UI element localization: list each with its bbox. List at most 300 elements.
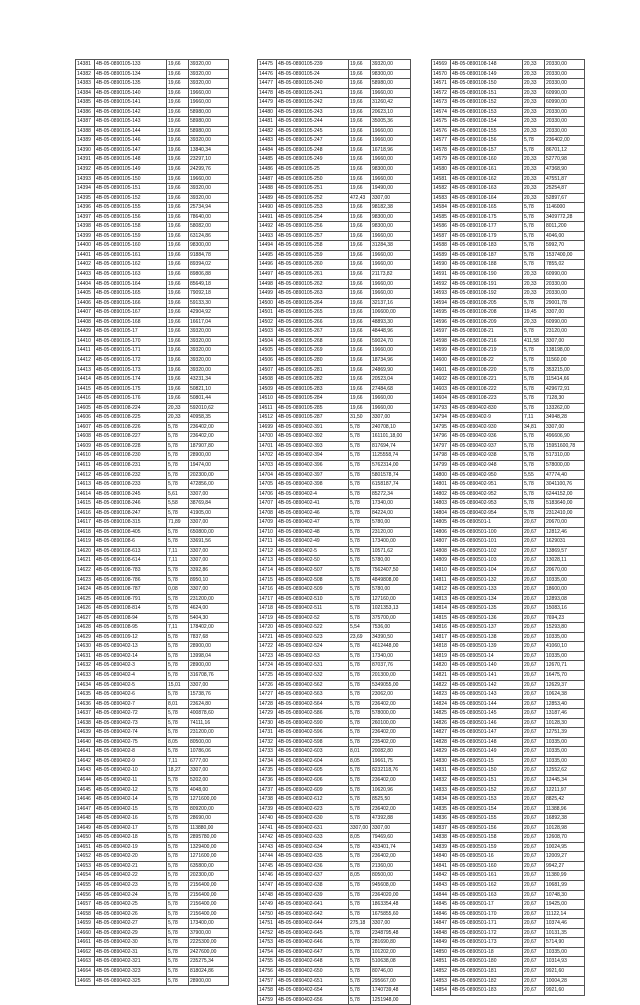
- table-row: [76, 117, 229, 127]
- table-row: [258, 890, 411, 900]
- item-code-cell: 4B-05-0890108-247: [95, 508, 167, 518]
- rate-cell: 31,50: [349, 413, 371, 423]
- rate-cell: 5,78: [349, 642, 371, 652]
- amount-cell: 236402,00: [371, 804, 411, 814]
- item-code-cell: 4B-05-0890108-225: [95, 413, 167, 423]
- rate-cell: 20,33: [523, 155, 545, 165]
- row-number-cell: 14584: [432, 203, 451, 213]
- table-row: [76, 384, 229, 394]
- table-row: [432, 947, 585, 957]
- rate-cell: 5,78: [167, 890, 189, 900]
- table-row: [258, 680, 411, 690]
- table-row: [432, 460, 585, 470]
- amount-cell: 31284,38: [371, 241, 411, 251]
- table-row: [76, 613, 229, 623]
- row-number-cell: 14606: [76, 413, 95, 423]
- table-row: [258, 432, 411, 442]
- table-row: [76, 298, 229, 308]
- table-row: [432, 766, 585, 776]
- table-row: [76, 852, 229, 862]
- amount-cell: 50801,44: [189, 394, 229, 404]
- table-row: [432, 976, 585, 986]
- item-code-cell: 4B-05-0890501-18: [451, 947, 523, 957]
- item-code-cell: 4B-05-0890108-161: [451, 165, 523, 175]
- item-code-cell: 4B-05-0890402-644: [277, 919, 349, 929]
- rate-cell: 20,33: [523, 165, 545, 175]
- row-number-cell: 14847: [432, 919, 451, 929]
- row-number-cell: 14633: [76, 671, 95, 681]
- row-number-cell: 14591: [432, 270, 451, 280]
- amount-cell: 5992,70: [545, 241, 585, 251]
- item-code-cell: 4B-05-0890108-154: [451, 117, 523, 127]
- item-code-cell: 4B-05-0890402-522: [277, 623, 349, 633]
- amount-cell: 10335,00: [545, 632, 585, 642]
- item-code-cell: 4B-05-0890402-586: [277, 709, 349, 719]
- amount-cell: 236402,00: [189, 432, 229, 442]
- item-code-cell: 4B-05-0890501-1: [451, 518, 523, 528]
- rate-cell: 20,33: [523, 289, 545, 299]
- rate-cell: 20,33: [523, 317, 545, 327]
- rate-cell: 5,78: [523, 489, 545, 499]
- table-row: [258, 986, 411, 996]
- amount-cell: 59133,30: [189, 298, 229, 308]
- amount-cell: 38769,84: [189, 499, 229, 509]
- item-code-cell: 4B-05-0890402-29: [95, 928, 167, 938]
- amount-cell: 173400,00: [189, 919, 229, 929]
- item-code-cell: 4B-05-0890105-241: [277, 88, 349, 98]
- row-number-cell: 14581: [432, 174, 451, 184]
- table-row: [432, 690, 585, 700]
- amount-cell: 15293,80: [545, 623, 585, 633]
- rate-cell: 5,78: [167, 852, 189, 862]
- item-code-cell: 4B-05-0890402-53: [277, 651, 349, 661]
- table-row: [76, 804, 229, 814]
- rate-cell: 19,66: [349, 107, 371, 117]
- table-row: [258, 279, 411, 289]
- amount-cell: 5349055,00: [371, 680, 411, 690]
- table-row: [258, 623, 411, 633]
- rate-cell: 20,67: [523, 938, 545, 948]
- row-number-cell: 14399: [76, 231, 95, 241]
- table-row: [258, 270, 411, 280]
- rate-cell: 20,33: [523, 107, 545, 117]
- amount-cell: 10131,35: [545, 928, 585, 938]
- rate-cell: 19,66: [167, 174, 189, 184]
- rate-cell: 5,78: [167, 642, 189, 652]
- rate-cell: 5,78: [167, 776, 189, 786]
- item-code-cell: 4B-05-0890105-240: [277, 79, 349, 89]
- amount-cell: 517310,00: [545, 451, 585, 461]
- item-code-cell: 4B-05-0890402-510: [277, 594, 349, 604]
- table-row: [432, 814, 585, 824]
- item-code-cell: 4B-05-0890402-612: [277, 795, 349, 805]
- amount-cell: 202300,00: [189, 871, 229, 881]
- item-code-cell: 4B-05-0890402-394: [277, 451, 349, 461]
- rate-cell: 5,78: [167, 804, 189, 814]
- rate-cell: 19,66: [349, 384, 371, 394]
- row-number-cell: 14805: [432, 518, 451, 528]
- rate-cell: 5,78: [349, 470, 371, 480]
- row-number-cell: 14483: [258, 136, 277, 146]
- amount-cell: 650800,00: [189, 527, 229, 537]
- amount-cell: 375700,00: [371, 613, 411, 623]
- item-code-cell: 4B-05-0890108-149: [451, 69, 523, 79]
- rate-cell: 19,66: [349, 317, 371, 327]
- item-code-cell: 4B-05-0890402-606: [277, 776, 349, 786]
- rate-cell: 20,33: [523, 117, 545, 127]
- rate-cell: 5,78: [167, 881, 189, 891]
- rate-cell: 19,66: [167, 79, 189, 89]
- item-code-cell: 4B-05-0890108-223: [451, 394, 523, 404]
- amount-cell: 201300,00: [371, 671, 411, 681]
- row-number-cell: 14723: [258, 651, 277, 661]
- item-code-cell: 4B-05-0890402-5: [95, 680, 167, 690]
- rate-cell: 20,67: [523, 833, 545, 843]
- rate-cell: 20,67: [523, 747, 545, 757]
- rate-cell: 5,78: [167, 814, 189, 824]
- rate-cell: 5,78: [349, 499, 371, 509]
- row-number-cell: 14486: [258, 165, 277, 175]
- item-code-cell: 4B-05-0890402-509: [277, 585, 349, 595]
- amount-cell: 10128,30: [545, 718, 585, 728]
- rate-cell: 19,66: [167, 184, 189, 194]
- item-code-cell: 4B-05-0890501-145: [451, 709, 523, 719]
- item-code-cell: 4B-05-0890105-285: [277, 403, 349, 413]
- rate-cell: 5,78: [349, 890, 371, 900]
- rate-cell: 5,78: [167, 575, 189, 585]
- amount-cell: 7855,02: [545, 260, 585, 270]
- item-code-cell: 4B-05-0890105-259: [277, 250, 349, 260]
- row-number-cell: 14810: [432, 565, 451, 575]
- amount-cell: 5404,30: [189, 613, 229, 623]
- amount-cell: 115414,66: [545, 375, 585, 385]
- rate-cell: 5,78: [349, 604, 371, 614]
- row-number-cell: 14797: [432, 441, 451, 451]
- amount-cell: 17340,00: [371, 499, 411, 509]
- row-number-cell: 14484: [258, 145, 277, 155]
- table-row: [76, 575, 229, 585]
- amount-cell: 295667,00: [371, 976, 411, 986]
- table-row: [76, 69, 229, 79]
- table-row: [258, 852, 411, 862]
- item-code-cell: 4B-05-0890105-244: [277, 117, 349, 127]
- table-row: [258, 88, 411, 98]
- rate-cell: 5,78: [349, 556, 371, 566]
- rate-cell: 5,78: [349, 585, 371, 595]
- item-code-cell: 4B-05-0890402-72: [95, 709, 167, 719]
- rate-cell: 20,67: [523, 986, 545, 996]
- amount-cell: 101202,00: [371, 947, 411, 957]
- row-number-cell: 14576: [432, 126, 451, 136]
- row-number-cell: 14702: [258, 451, 277, 461]
- table-row: [258, 98, 411, 108]
- amount-cell: 15083,16: [545, 604, 585, 614]
- row-number-cell: 14477: [258, 79, 277, 89]
- amount-cell: 13840,34: [189, 145, 229, 155]
- table-row: [258, 556, 411, 566]
- amount-cell: 3307,00: [189, 585, 229, 595]
- item-code-cell: 4B-05-0890402-647: [277, 947, 349, 957]
- rate-cell: 5,78: [167, 938, 189, 948]
- rate-cell: 5,78: [523, 260, 545, 270]
- table-row: [258, 298, 411, 308]
- table-row: [432, 518, 585, 528]
- rate-cell: 5,78: [523, 203, 545, 213]
- rate-cell: 5,78: [349, 881, 371, 891]
- table-row: [432, 375, 585, 385]
- amount-cell: 15951600,78: [545, 441, 585, 451]
- row-number-cell: 14596: [432, 317, 451, 327]
- table-row: [76, 88, 229, 98]
- row-number-cell: 14639: [76, 728, 95, 738]
- item-code-cell: 4B-05-0890105-144: [95, 126, 167, 136]
- rate-cell: 19,66: [349, 346, 371, 356]
- amount-cell: 10681,99: [545, 881, 585, 891]
- table-row: [432, 451, 585, 461]
- item-code-cell: 4B-05-0890108-175: [451, 212, 523, 222]
- item-code-cell: 4B-05-0890108-246: [95, 499, 167, 509]
- table-row: [432, 852, 585, 862]
- item-code-cell: 4B-05-0890501-141: [451, 671, 523, 681]
- table-row: [258, 861, 411, 871]
- amount-cell: 20330,00: [545, 117, 585, 127]
- amount-cell: 353215,00: [545, 365, 585, 375]
- amount-cell: 78640,00: [189, 212, 229, 222]
- amount-cell: 1863354,48: [371, 900, 411, 910]
- amount-cell: 8825,42: [545, 795, 585, 805]
- rate-cell: 20,67: [523, 900, 545, 910]
- rate-cell: 5,78: [523, 212, 545, 222]
- table-row: [76, 976, 229, 986]
- row-number-cell: 14849: [432, 938, 451, 948]
- amount-cell: 12893,08: [545, 594, 585, 604]
- table-row: [432, 537, 585, 547]
- amount-cell: 11122,14: [545, 909, 585, 919]
- rate-cell: 5,78: [349, 986, 371, 996]
- row-number-cell: 14829: [432, 747, 451, 757]
- rate-cell: 20,67: [523, 537, 545, 547]
- amount-cell: 12751,39: [545, 728, 585, 738]
- item-code-cell: 4B-05-0890105-248: [277, 145, 349, 155]
- rate-cell: 5,58: [167, 499, 189, 509]
- item-code-cell: 4B-05-0890501-103: [451, 556, 523, 566]
- item-code-cell: 4B-05-0890105-167: [95, 308, 167, 318]
- row-number-cell: 14391: [76, 155, 95, 165]
- row-number-cell: 14494: [258, 241, 277, 251]
- item-code-cell: 4B-05-0890501-171: [451, 919, 523, 929]
- amount-cell: 86701,12: [545, 145, 585, 155]
- table-row: [432, 489, 585, 499]
- rate-cell: 5,55: [523, 470, 545, 480]
- amount-cell: 10748,30: [545, 890, 585, 900]
- rate-cell: 19,45: [523, 308, 545, 318]
- table-row: [258, 508, 411, 518]
- rate-cell: 5,78: [167, 728, 189, 738]
- row-number-cell: 14507: [258, 365, 277, 375]
- rate-cell: 5,78: [523, 231, 545, 241]
- table-row: [258, 747, 411, 757]
- table-row: [76, 756, 229, 766]
- item-code-cell: 4B-05-0890501-148: [451, 737, 523, 747]
- rate-cell: 5,78: [349, 966, 371, 976]
- table-row: [76, 881, 229, 891]
- rate-cell: 19,66: [167, 212, 189, 222]
- amount-cell: 24869,90: [371, 365, 411, 375]
- amount-cell: 20330,00: [545, 79, 585, 89]
- row-number-cell: 14408: [76, 317, 95, 327]
- amount-cell: 74111,16: [189, 718, 229, 728]
- table-row: [76, 289, 229, 299]
- amount-cell: 10314,93: [545, 957, 585, 967]
- item-code-cell: 4B-05-0890108-232: [95, 470, 167, 480]
- table-row: [432, 470, 585, 480]
- item-code-cell: 4B-05-0890402-9: [95, 756, 167, 766]
- table-row: [432, 270, 585, 280]
- row-number-cell: 14614: [76, 489, 95, 499]
- table-row: [258, 117, 411, 127]
- table-row: [432, 957, 585, 967]
- amount-cell: 29001,78: [545, 298, 585, 308]
- item-code-cell: 4B-05-0890108-151: [451, 88, 523, 98]
- item-code-cell: 4B-05-0890402-563: [277, 690, 349, 700]
- table-row: [258, 460, 411, 470]
- row-number-cell: 14629: [76, 632, 95, 642]
- amount-cell: 19660,00: [371, 136, 411, 146]
- rate-cell: 19,66: [167, 69, 189, 79]
- amount-cell: 28900,00: [189, 451, 229, 461]
- rate-cell: 5,78: [167, 833, 189, 843]
- amount-cell: 98300,00: [371, 212, 411, 222]
- row-number-cell: 14612: [76, 470, 95, 480]
- item-code-cell: 4B-05-0890105-268: [277, 336, 349, 346]
- amount-cell: 809200,00: [189, 804, 229, 814]
- table-row: [432, 718, 585, 728]
- row-number-cell: 14490: [258, 203, 277, 213]
- item-code-cell: 4B-05-0890108-6: [95, 537, 167, 547]
- table-row: [432, 575, 585, 585]
- rate-cell: 5,78: [167, 909, 189, 919]
- table-row: [76, 623, 229, 633]
- table-row: [258, 241, 411, 251]
- rate-cell: 5,78: [523, 394, 545, 404]
- amount-cell: 34948,28: [545, 413, 585, 423]
- amount-cell: 10335,00: [545, 756, 585, 766]
- rate-cell: 19,66: [167, 327, 189, 337]
- rate-cell: 20,33: [523, 60, 545, 70]
- amount-cell: 127160,00: [371, 594, 411, 604]
- amount-cell: 59024,70: [371, 336, 411, 346]
- table-row: [432, 98, 585, 108]
- row-number-cell: 14757: [258, 976, 277, 986]
- amount-cell: 58980,00: [371, 79, 411, 89]
- item-code-cell: 4B-05-0890105-266: [277, 317, 349, 327]
- rate-cell: 20,67: [523, 690, 545, 700]
- amount-cell: 98300,00: [371, 222, 411, 232]
- table-row: [76, 928, 229, 938]
- table-row: [76, 861, 229, 871]
- rate-cell: 5,78: [167, 632, 189, 642]
- table-row: [258, 384, 411, 394]
- table-row: [76, 203, 229, 213]
- table-row: [432, 508, 585, 518]
- table-row: [258, 928, 411, 938]
- rate-cell: 5,78: [349, 709, 371, 719]
- table-row: [258, 795, 411, 805]
- amount-cell: 91884,78: [189, 250, 229, 260]
- item-code-cell: 4B-05-0890108-188: [451, 260, 523, 270]
- row-number-cell: 14745: [258, 861, 277, 871]
- table-row: [76, 174, 229, 184]
- row-number-cell: 14585: [432, 212, 451, 222]
- amount-cell: 11380,99: [545, 871, 585, 881]
- amount-cell: 89394,02: [189, 260, 229, 270]
- row-number-cell: 14703: [258, 460, 277, 470]
- table-row: [432, 403, 585, 413]
- amount-cell: 3307,00: [371, 413, 411, 423]
- item-code-cell: 4B-05-0890402-15: [95, 804, 167, 814]
- rate-cell: 5,78: [349, 842, 371, 852]
- table-row: [432, 881, 585, 891]
- amount-cell: 19660,00: [371, 174, 411, 184]
- rate-cell: 5,78: [167, 594, 189, 604]
- row-number-cell: 14731: [258, 728, 277, 738]
- row-number-cell: 14801: [432, 480, 451, 490]
- amount-cell: 578000,00: [371, 709, 411, 719]
- row-number-cell: 14717: [258, 594, 277, 604]
- rate-cell: 19,66: [167, 298, 189, 308]
- table-row: [432, 861, 585, 871]
- row-number-cell: 14713: [258, 556, 277, 566]
- item-code-cell: 4B-05-0890108-227: [95, 432, 167, 442]
- row-number-cell: 14811: [432, 575, 451, 585]
- row-number-cell: 14738: [258, 795, 277, 805]
- table-row: [432, 928, 585, 938]
- amount-cell: 50821,10: [189, 384, 229, 394]
- row-number-cell: 14836: [432, 814, 451, 824]
- table-row: [76, 79, 229, 89]
- rate-cell: 5,78: [167, 718, 189, 728]
- row-number-cell: 14510: [258, 394, 277, 404]
- amount-cell: 39320,00: [189, 136, 229, 146]
- row-number-cell: 14394: [76, 184, 95, 194]
- amount-cell: 8950,10: [189, 575, 229, 585]
- item-code-cell: 4B-05-0890501-140: [451, 661, 523, 671]
- item-code-cell: 4B-05-0890402-654: [277, 986, 349, 996]
- rate-cell: 5,78: [349, 737, 371, 747]
- item-code-cell: 4B-05-0890108-228: [95, 441, 167, 451]
- item-code-cell: 4B-05-0890108-165: [451, 203, 523, 213]
- amount-cell: 19474,00: [189, 460, 229, 470]
- rate-cell: 20,67: [523, 947, 545, 957]
- table-row: [432, 585, 585, 595]
- amount-cell: 231200,00: [189, 594, 229, 604]
- rate-cell: 19,66: [167, 126, 189, 136]
- table-row: [258, 909, 411, 919]
- rate-cell: 5,78: [349, 814, 371, 824]
- rate-cell: 19,66: [349, 60, 371, 70]
- row-number-cell: 14739: [258, 804, 277, 814]
- row-number-cell: 14600: [432, 355, 451, 365]
- amount-cell: 28900,00: [189, 976, 229, 986]
- amount-cell: 84224,00: [371, 508, 411, 518]
- amount-cell: 316708,76: [189, 671, 229, 681]
- rate-cell: 20,67: [523, 776, 545, 786]
- rate-cell: 5,78: [167, 480, 189, 490]
- row-number-cell: 14512: [258, 413, 277, 423]
- item-code-cell: 4B-05-0890105-262: [277, 279, 349, 289]
- row-number-cell: 14712: [258, 546, 277, 556]
- amount-cell: 39320,00: [189, 184, 229, 194]
